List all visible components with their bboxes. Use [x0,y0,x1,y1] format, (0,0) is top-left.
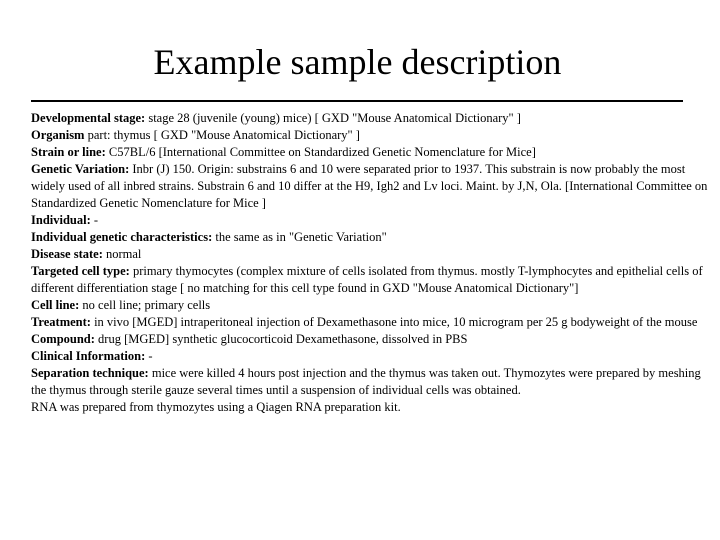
entry-label: Individual genetic characteristics: [31,230,213,244]
entry-disease-state [31,246,714,263]
entry-targeted-cell-type [31,263,714,297]
entry-label: Targeted cell type: [31,264,130,278]
entry-value: Inbr (J) 150. Origin: substrains 6 and 10 were separated prior to 1937. This substrain is now probably the most widely used of all inbred strains. Substrain 6 and 10 differ at the H9, Igh2 and Lv loci. Maint. by J,N, Ola. [International Committee on Standardized Genetic Nomenclature for Mice ] [31,162,708,210]
entry-value: primary thymocytes (complex mixture of cells isolated from thymus. mostly T-lymphocytes and epithelial cells of different differentiation stage [ no matching for this cell type found in GXD "Mouse Anatomical Dictionary"] [31,264,703,295]
entry-value: no cell line; primary cells [79,298,211,312]
entry-label: Individual: [31,213,91,227]
entry-value: normal [102,247,142,261]
entry-value: the same as in "Genetic Variation" [212,230,387,244]
entry-value: drug [MGED] synthetic glucocorticoid Dexamethasone, dissolved in PBS [94,332,468,346]
entry-separation-technique [31,365,714,399]
entry-label: Separation technique: [31,366,149,380]
entry-label: Strain or line: [31,145,106,159]
entry-individual [31,212,714,229]
title-divider [31,100,683,102]
entry-clinical-information [31,348,714,365]
entry-label: Compound: [31,332,95,346]
entry-value: - [90,213,99,227]
entry-label: Organism [31,128,85,142]
entry-label: Developmental stage: [31,111,146,125]
entry-value: in vivo [MGED] intraperitoneal injection of Dexamethasone into mice, 10 microgram per 25 g bodyweight of the mouse [90,315,698,329]
entry-value: stage 28 (juvenile (young) mice) [ GXD "Mouse Anatomical Dictionary" ] [145,111,521,125]
entry-compound [31,331,714,348]
entry-individual-genetic [31,229,714,246]
entry-label: Disease state: [31,247,103,261]
entry-label: Genetic Variation: [31,162,130,176]
entry-value: mice were killed 4 hours post injection and the thymus was taken out. Thymozytes were prepared by meshing the thymus through sterile gauze several times until a suspension of individual cells was obtained. [31,366,701,397]
entry-treatment [31,314,714,331]
entry-label: Treatment: [31,315,91,329]
rna-preparation-note: RNA was prepared from thymozytes using a Qiagen RNA preparation kit. [31,400,401,414]
entry-strain [31,144,714,161]
entry-value: part: thymus [ GXD "Mouse Anatomical Dictionary" ] [84,128,360,142]
entry-label: Clinical Information: [31,349,146,363]
entry-value: - [145,349,153,363]
entry-label: Cell line: [31,298,80,312]
entry-genetic-variation [31,161,714,212]
entry-cell-line [31,297,714,314]
sample-description-body [31,110,714,416]
entry-developmental-stage [31,110,714,127]
entry-organism [31,127,714,144]
entry-value: C57BL/6 [International Committee on Standardized Genetic Nomenclature for Mice] [105,145,536,159]
slide-title: Example sample description [153,42,562,82]
